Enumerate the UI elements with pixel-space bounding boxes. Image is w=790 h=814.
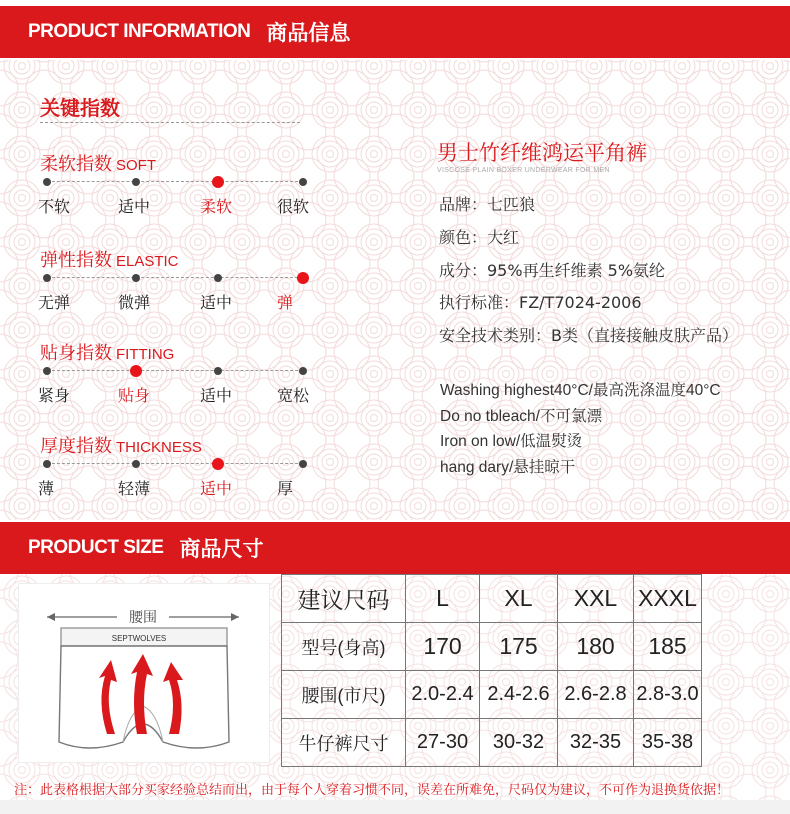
size-table-cell: 2.4-2.6 — [480, 671, 558, 719]
size-table-header-cell: 建议尺码 — [282, 575, 406, 623]
index-level-label: 不软 — [38, 197, 71, 216]
attr-safety-class: 安全技术类别：B类（直接接触皮肤产品） — [439, 326, 738, 345]
size-table-label-cell: 腰围(市尺) — [282, 671, 406, 719]
index-scale-track — [41, 458, 309, 470]
size-table-cell: 2.8-3.0 — [634, 671, 702, 719]
size-table-header-cell: XXXL — [634, 575, 702, 623]
index-scale-dot-selected — [212, 458, 224, 470]
size-table-cell: 175 — [480, 623, 558, 671]
index-level-label: 适中 — [118, 197, 151, 216]
size-table-cell: 2.0-2.4 — [406, 671, 480, 719]
care-dry: hang dary/悬挂晾干 — [440, 459, 576, 476]
banner-title-zh: 商品信息 — [266, 21, 351, 45]
index-title-en: FITTING — [116, 346, 175, 363]
size-table-header-row — [282, 575, 702, 623]
index-title-en: THICKNESS — [116, 439, 202, 456]
index-group-title — [40, 246, 179, 272]
index-scale-line — [47, 277, 303, 278]
index-title-zh: 厚度指数 — [40, 436, 112, 457]
product-subtitle: VISCOSE PLAIN BOXER UNDERWEAR FOR MEN — [437, 167, 610, 174]
size-table-cell: 27-30 — [406, 719, 480, 767]
attr-composition: 成分：95%再生纤维素 5%氨纶 — [439, 261, 666, 280]
index-title-en: SOFT — [116, 157, 156, 174]
size-table-cell: 32-35 — [558, 719, 634, 767]
size-banner-title-en: PRODUCT SIZE — [28, 537, 164, 558]
index-level-label: 适中 — [200, 386, 233, 405]
index-level-label: 贴身 — [118, 386, 151, 405]
banner-title-en: PRODUCT INFORMATION — [28, 21, 251, 42]
product-title: 男士竹纤维鸿运平角裤 — [437, 141, 647, 165]
care-washing: Washing highest40°C/最高洗涤温度40°C — [440, 382, 721, 399]
index-scale-dot — [299, 460, 307, 468]
product-information-banner — [0, 6, 790, 58]
index-scale-track — [41, 365, 309, 377]
index-group-title — [40, 432, 202, 458]
index-group-title — [40, 150, 156, 176]
index-scale-dot — [132, 460, 140, 468]
index-scale-dot — [299, 178, 307, 186]
index-level-label: 轻薄 — [118, 479, 151, 498]
size-table — [281, 574, 702, 767]
index-scale-track — [41, 176, 309, 188]
index-title-zh: 贴身指数 — [40, 343, 112, 364]
size-table-label-cell: 型号(身高) — [282, 623, 406, 671]
size-table-cell: 30-32 — [480, 719, 558, 767]
index-level-label: 无弹 — [38, 293, 71, 312]
index-scale-dot — [214, 274, 222, 282]
index-level-label: 适中 — [200, 479, 233, 498]
size-table-row — [282, 671, 702, 719]
index-level-label: 宽松 — [277, 386, 310, 405]
index-scale-dot — [43, 178, 51, 186]
index-level-label: 厚 — [277, 479, 294, 498]
size-table-header-cell: XL — [480, 575, 558, 623]
size-table-cell: 2.6-2.8 — [558, 671, 634, 719]
index-level-label: 微弹 — [118, 293, 151, 312]
index-scale-dot — [132, 178, 140, 186]
size-table-header-cell: XXL — [558, 575, 634, 623]
index-scale-dot — [43, 274, 51, 282]
boxer-size-diagram — [18, 583, 270, 763]
key-index-title: 关键指数 — [40, 96, 120, 120]
size-table-label-cell: 牛仔裤尺寸 — [282, 719, 406, 767]
attr-brand: 品牌：七匹狼 — [439, 195, 536, 214]
index-scale-dot — [43, 460, 51, 468]
index-level-label: 弹 — [277, 293, 294, 312]
waist-label: 腰围 — [129, 610, 157, 626]
size-disclaimer-note: 注：此表格根据大部分买家经验总结而出，由于每个人穿着习惯不同，误差在所难免，尺码仅为建议，不可作为退换货依据！ — [14, 783, 730, 798]
index-scale-line — [47, 370, 303, 371]
index-scale-dot-selected — [130, 365, 142, 377]
size-table-header-cell: L — [406, 575, 480, 623]
index-title-zh: 弹性指数 — [40, 250, 112, 271]
size-table-row — [282, 623, 702, 671]
key-index-divider — [40, 122, 300, 123]
index-level-label: 薄 — [38, 479, 55, 498]
index-scale-dot — [132, 274, 140, 282]
brand-label: SEPTWOLVES — [111, 634, 167, 643]
size-banner-title-zh: 商品尺寸 — [179, 537, 264, 561]
index-scale-dot-selected — [212, 176, 224, 188]
index-level-label: 很软 — [277, 197, 310, 216]
index-scale-line — [47, 181, 303, 182]
attr-color: 颜色：大红 — [439, 228, 520, 247]
index-scale-track — [41, 272, 309, 284]
index-group-title — [40, 339, 174, 365]
attr-standard: 执行标准：FZ/T7024-2006 — [439, 293, 642, 312]
boxer-illustration — [19, 584, 271, 764]
size-table-cell: 170 — [406, 623, 480, 671]
size-table-cell: 185 — [634, 623, 702, 671]
index-scale-dot — [43, 367, 51, 375]
care-iron: Iron on low/低温熨烫 — [440, 433, 583, 450]
size-table-row — [282, 719, 702, 767]
product-size-banner — [0, 522, 790, 574]
index-level-label: 柔软 — [200, 197, 233, 216]
index-title-en: ELASTIC — [116, 253, 179, 270]
index-scale-dot — [299, 367, 307, 375]
index-level-label: 紧身 — [38, 386, 71, 405]
size-table-cell: 35-38 — [634, 719, 702, 767]
footer-strip — [0, 800, 790, 814]
index-level-label: 适中 — [200, 293, 233, 312]
index-scale-dot-selected — [297, 272, 309, 284]
index-title-zh: 柔软指数 — [40, 154, 112, 175]
size-table-cell: 180 — [558, 623, 634, 671]
index-scale-line — [47, 463, 303, 464]
index-scale-dot — [214, 367, 222, 375]
care-bleach: Do no tbleach/不可氯漂 — [440, 408, 602, 425]
